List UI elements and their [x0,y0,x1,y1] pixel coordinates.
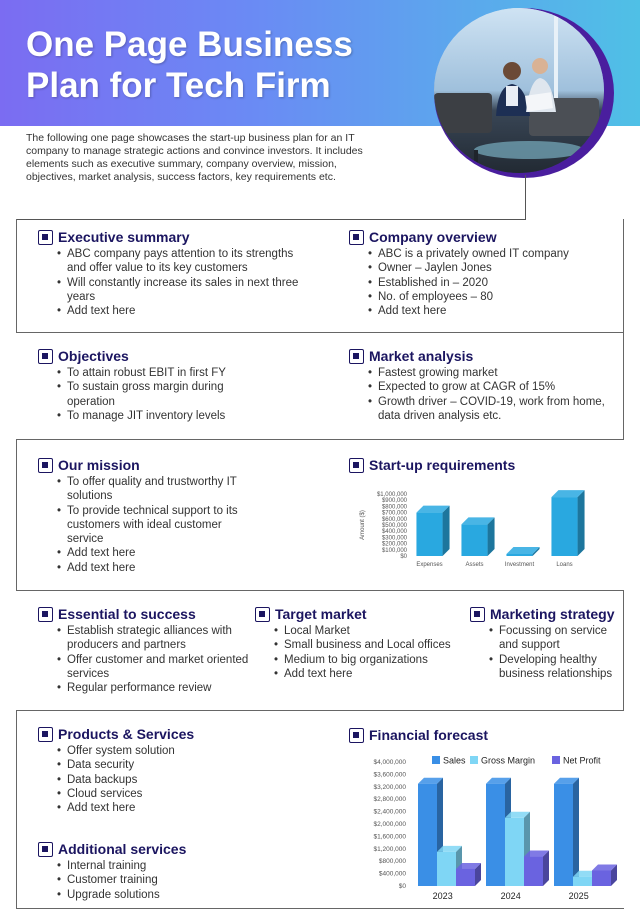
list-item: • Expected to grow at CAGR of 15% [368,380,617,394]
document-icon [38,230,53,245]
y-tick-label: $1,200,000 [373,845,406,853]
bar-net-profit-2025 [592,865,617,887]
bar-net-profit-2023 [456,863,481,886]
y-tick-label: $0 [398,883,406,890]
list-item: • To attain robust EBIT in first FY [57,366,257,380]
y-tick-label: $700,000 [381,510,407,517]
connector-line [525,175,526,219]
clipboard-icon [349,458,364,473]
business-meeting-illustration [434,8,604,173]
megaphone-icon [470,607,485,622]
title-line-1: One Page Business [26,25,353,64]
financial-forecast-section [349,726,549,744]
legend-swatch [470,756,478,764]
executive-summary-title: Executive summary [58,229,190,245]
our-mission-list [57,475,253,575]
y-tick-label: $1,000,000 [376,492,407,498]
additional-services-section [38,840,238,902]
list-item: • No. of employees – 80 [368,290,604,304]
y-tick-label: $2,800,000 [373,796,406,804]
support-icon [38,842,53,857]
list-item: • Will constantly increase its sales in next three years [57,276,308,305]
market-analysis-list [368,366,617,423]
list-item: • Focussing on service and support [489,624,620,653]
list-item: • To manage JIT inventory levels [57,409,257,423]
y-tick-label: $200,000 [381,541,407,548]
analysis-icon [349,349,364,364]
target-market-section [255,605,465,681]
bar-investment [506,547,539,556]
y-tick-label: $3,200,000 [373,783,406,791]
bar-expenses [416,506,449,556]
products-services-section [38,725,238,815]
trend-icon [349,728,364,743]
legend-label: Sales [443,755,466,766]
products-services-title: Products & Services [58,726,195,742]
startup-requirements-chart [352,486,602,576]
list-item: • Offer system solution [57,744,238,758]
y-tick-label: $900,000 [381,498,407,505]
x-tick-label: Loans [556,562,573,568]
list-item: • Local Market [274,624,465,638]
legend-swatch [552,756,560,764]
our-mission-title: Our mission [58,457,140,473]
y-tick-label: $400,000 [381,529,407,536]
title-line-2: Plan for Tech Firm [26,66,331,105]
target-market-title: Target market [275,606,367,622]
list-item: • Internal training [57,859,238,873]
market-analysis-title: Market analysis [369,348,474,364]
x-tick-label: Assets [465,562,484,568]
objectives-list [57,366,257,423]
list-item: • To provide technical support to its customers with ideal customer service [57,504,253,547]
executive-summary-list [57,247,308,318]
y-tick-label: $800,000 [381,504,407,511]
legend-label: Net Profit [563,755,601,766]
y-tick-label: $2,400,000 [373,808,406,816]
products-services-list [57,744,238,815]
y-tick-label: $4,000,000 [373,759,406,766]
box-icon [38,727,53,742]
bar-assets [461,517,494,556]
chart-icon [38,349,53,364]
intro-paragraph: The following one page showcases the start-up business plan for an IT company to manage strategic actions and convince investors. It includes elements such as executive summary, company overview, mission, objectives, market analysis, success factors, key requirements etc. [26,132,363,183]
legend-swatch [432,756,440,764]
y-tick-label: $600,000 [381,516,407,523]
list-item: • Small business and Local offices [274,638,465,652]
list-item: • Add text here [57,801,238,815]
list-item: • To offer quality and trustworthy IT solutions [57,475,253,504]
page-title [26,24,426,106]
list-item: • Owner – Jaylen Jones [368,261,604,275]
x-tick-label: Expenses [416,562,443,568]
objectives-section [38,347,278,423]
bar-chart-icon [38,458,53,473]
list-item: • Upgrade solutions [57,888,238,902]
list-item: • Cloud services [57,787,238,801]
company-overview-list [368,247,604,318]
list-item: • ABC is a privately owned IT company [368,247,604,261]
list-item: • Data security [57,758,238,772]
list-item: • Developing healthy business relationships [489,653,620,682]
list-item: • Data backups [57,773,238,787]
essential-to-success-section [38,605,253,695]
list-item: • Customer training [57,873,238,887]
target-market-list [274,624,465,681]
company-overview-section [349,228,604,318]
y-tick-label: $0 [400,554,407,560]
our-mission-section [38,456,253,575]
y-axis-label: Amount ($) [360,510,366,540]
financial-forecast-chart [352,750,622,905]
y-tick-label: $3,600,000 [373,771,406,779]
additional-services-title: Additional services [58,841,187,857]
marketing-strategy-section [470,605,620,681]
y-tick-label: $1,600,000 [373,833,406,841]
list-item: • ABC company pays attention to its strengths and offer value to its key customers [57,247,308,276]
objectives-title: Objectives [58,348,129,364]
executive-summary-section [38,228,308,318]
x-tick-label: 2024 [500,891,521,901]
award-icon [38,607,53,622]
x-tick-label: Investment [504,562,535,568]
y-tick-label: $800,000 [378,858,406,866]
list-item: • Medium to big organizations [274,653,465,667]
startup-requirements-section [349,456,569,474]
list-item: • Growth driver – COVID-19, work from home, data driven analysis etc. [368,395,617,424]
legend-label: Gross Margin [481,755,536,766]
company-overview-title: Company overview [369,229,497,245]
startup-requirements-title: Start-up requirements [369,457,516,473]
list-item: • Offer customer and market oriented services [57,653,253,682]
bar-net-profit-2024 [524,851,549,886]
building-icon [349,230,364,245]
marketing-strategy-title: Marketing strategy [490,606,615,622]
bar-loans [551,490,584,556]
y-tick-label: $400,000 [378,870,406,878]
marketing-strategy-list [489,624,620,681]
list-item: • Established in – 2020 [368,276,604,290]
x-tick-label: 2023 [432,891,453,901]
bar-sales-2025 [554,778,579,886]
y-tick-label: $300,000 [381,535,407,542]
y-tick-label: $2,000,000 [373,821,406,828]
essential-to-success-list [57,624,253,695]
list-item: • Add text here [368,304,604,318]
x-tick-label: 2025 [568,891,589,901]
essential-to-success-title: Essential to success [58,606,196,622]
y-tick-label: $100,000 [381,547,407,554]
financial-forecast-title: Financial forecast [369,727,489,743]
additional-services-list [57,859,238,902]
list-item: • Add text here [274,667,465,681]
hero-photo [434,8,604,173]
list-item: • Add text here [57,561,253,575]
list-item: • To sustain gross margin during operation [57,380,257,409]
list-item: • Regular performance review [57,681,253,695]
list-item: • Establish strategic alliances with producers and partners [57,624,253,653]
list-item: • Add text here [57,304,308,318]
list-item: • Fastest growing market [368,366,617,380]
list-item: • Add text here [57,546,253,560]
target-icon [255,607,270,622]
market-analysis-section [349,347,617,423]
y-tick-label: $500,000 [381,523,407,529]
